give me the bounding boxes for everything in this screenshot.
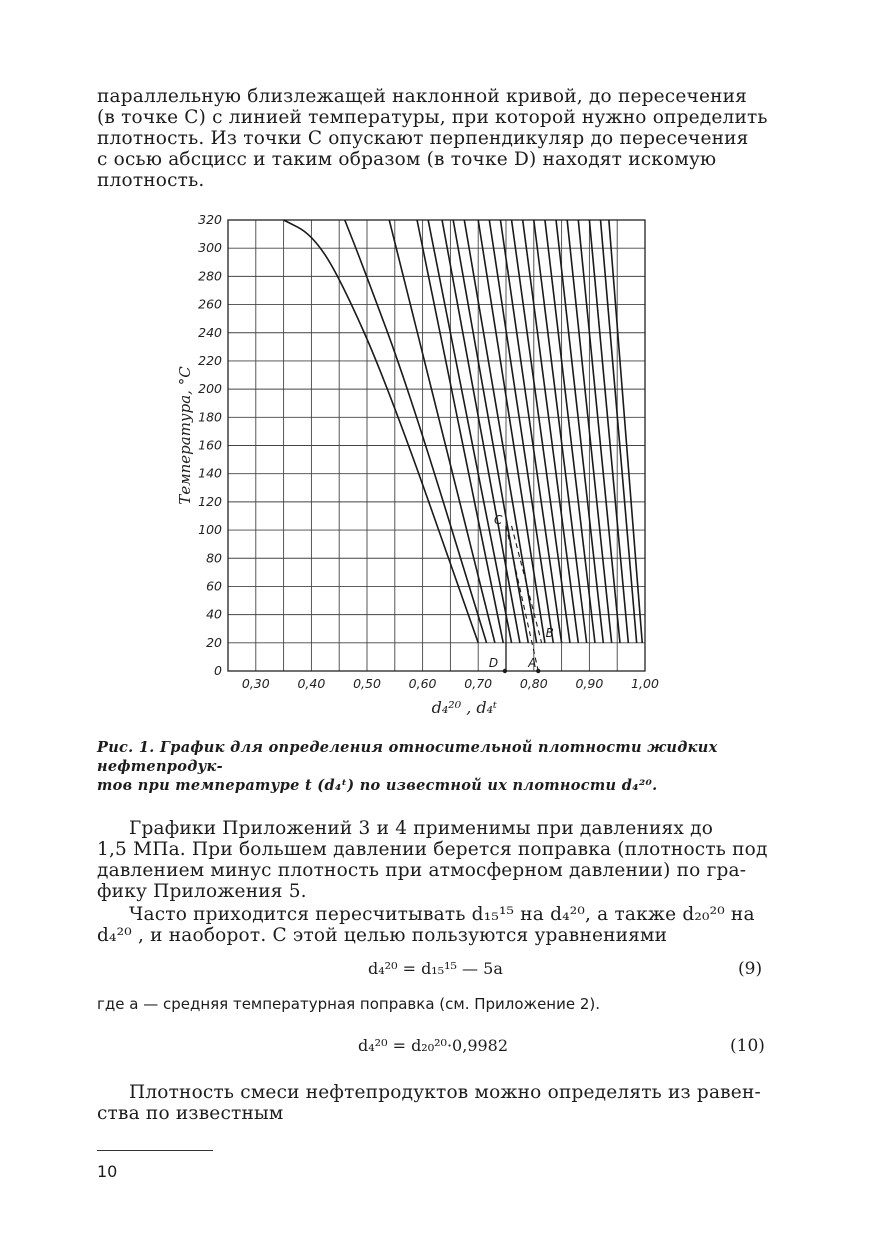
text-line: параллельную близлежащей наклонной кривой, до пересечения	[97, 86, 748, 107]
density-curve	[589, 220, 628, 643]
x-tick-label: 0,90	[575, 676, 604, 691]
point-label: C	[494, 512, 503, 527]
y-tick-label: 60	[206, 578, 222, 594]
applicability-paragraph	[97, 818, 769, 902]
caption-lead: Рис. 1.	[97, 739, 155, 756]
page-number: 10	[97, 1162, 118, 1181]
density-curve	[284, 220, 479, 643]
text-line: Плотность смеси нефтепродуктов можно определять из равен-	[129, 1082, 761, 1103]
equation-note: где a — средняя температурная поправка (см. Приложение 2).	[97, 995, 601, 1013]
y-tick-label: 0	[214, 663, 222, 678]
text-line: Часто приходится пересчитывать d₁₅¹⁵ на d₄²⁰, а также d₂₀²⁰ на	[129, 904, 755, 925]
point-label: A	[528, 656, 537, 670]
y-tick-label: 140	[198, 465, 222, 481]
density-curve	[556, 220, 603, 643]
x-tick-label: 1,00	[631, 676, 659, 691]
y-tick-label: 100	[198, 522, 222, 538]
density-curve	[442, 220, 520, 643]
y-tick-label: 220	[198, 352, 222, 368]
x-axis-label: d₄²⁰ , d₄ᵗ	[431, 698, 497, 717]
point-label: B	[545, 625, 554, 640]
x-tick-label: 0,30	[241, 676, 270, 691]
y-tick-label: 20	[206, 634, 222, 650]
equation-9-number: (9)	[738, 959, 763, 979]
x-tick-label: 0,70	[464, 676, 493, 691]
y-tick-label: 160	[198, 437, 222, 453]
density-chart	[170, 205, 670, 725]
y-tick-label: 120	[198, 493, 222, 509]
x-tick-label: 0,80	[519, 676, 548, 691]
density-curve	[534, 220, 587, 643]
point-d-marker	[503, 669, 507, 673]
text-line: ства по известным	[97, 1103, 284, 1124]
text-line: фику Приложения 5.	[97, 881, 307, 902]
y-axis-label: Температура, °С	[176, 366, 194, 505]
text-line: Графики Приложений 3 и 4 применимы при давлениях до	[129, 818, 714, 839]
point-a-marker	[536, 669, 540, 673]
y-tick-label: 200	[198, 381, 222, 397]
y-tick-label: 260	[198, 296, 222, 312]
y-tick-label: 320	[198, 212, 222, 227]
y-tick-label: 80	[206, 550, 222, 566]
equation-10: d₄²⁰ = d₂₀²⁰·0,9982	[358, 1036, 509, 1055]
density-curve	[345, 220, 487, 643]
x-tick-label: 0,50	[353, 676, 381, 691]
text-line: d₄²⁰ , и наоборот. С этой целью пользуются уравнениями	[97, 925, 668, 946]
conversion-paragraph	[97, 904, 769, 946]
text-line: давлением минус плотность при атмосферном давлении) по гра-	[97, 860, 747, 881]
footnote-rule	[97, 1150, 213, 1151]
density-curve	[601, 220, 637, 643]
point-label: D	[488, 656, 499, 670]
density-curve	[389, 220, 495, 643]
y-tick-label: 40	[206, 606, 222, 622]
equation-9: d₄²⁰ = d₁₅¹⁵ — 5a	[368, 959, 503, 978]
text-line: (в точке C) с линией температуры, при которой нужно определить	[97, 107, 768, 128]
y-tick-label: 300	[198, 240, 222, 256]
x-tick-label: 0,60	[408, 676, 437, 691]
text-line: с осью абсцисс и таким образом (в точке D) находят искомую	[97, 149, 717, 170]
intro-paragraph	[97, 86, 769, 191]
y-tick-label: 240	[198, 324, 222, 340]
caption-line: График для определения относительной плотности жидких нефтепродук-	[97, 739, 718, 775]
caption-line: тов при температуре t (d₄ᵗ) по известной их плотности d₄²⁰.	[97, 777, 658, 794]
text-line: плотность.	[97, 170, 205, 191]
y-tick-label: 280	[198, 268, 222, 284]
y-tick-label: 180	[198, 409, 222, 425]
density-curve	[478, 220, 545, 643]
chart-svg	[170, 205, 670, 725]
figure-caption	[97, 738, 769, 795]
equation-10-number: (10)	[730, 1036, 765, 1056]
mixture-paragraph	[97, 1082, 769, 1124]
text-line: 1,5 МПа. При большем давлении берется поправка (плотность под	[97, 839, 768, 860]
text-line: плотность. Из точки C опускают перпендикуляр до пересечения	[97, 128, 749, 149]
x-tick-label: 0,40	[297, 676, 326, 691]
